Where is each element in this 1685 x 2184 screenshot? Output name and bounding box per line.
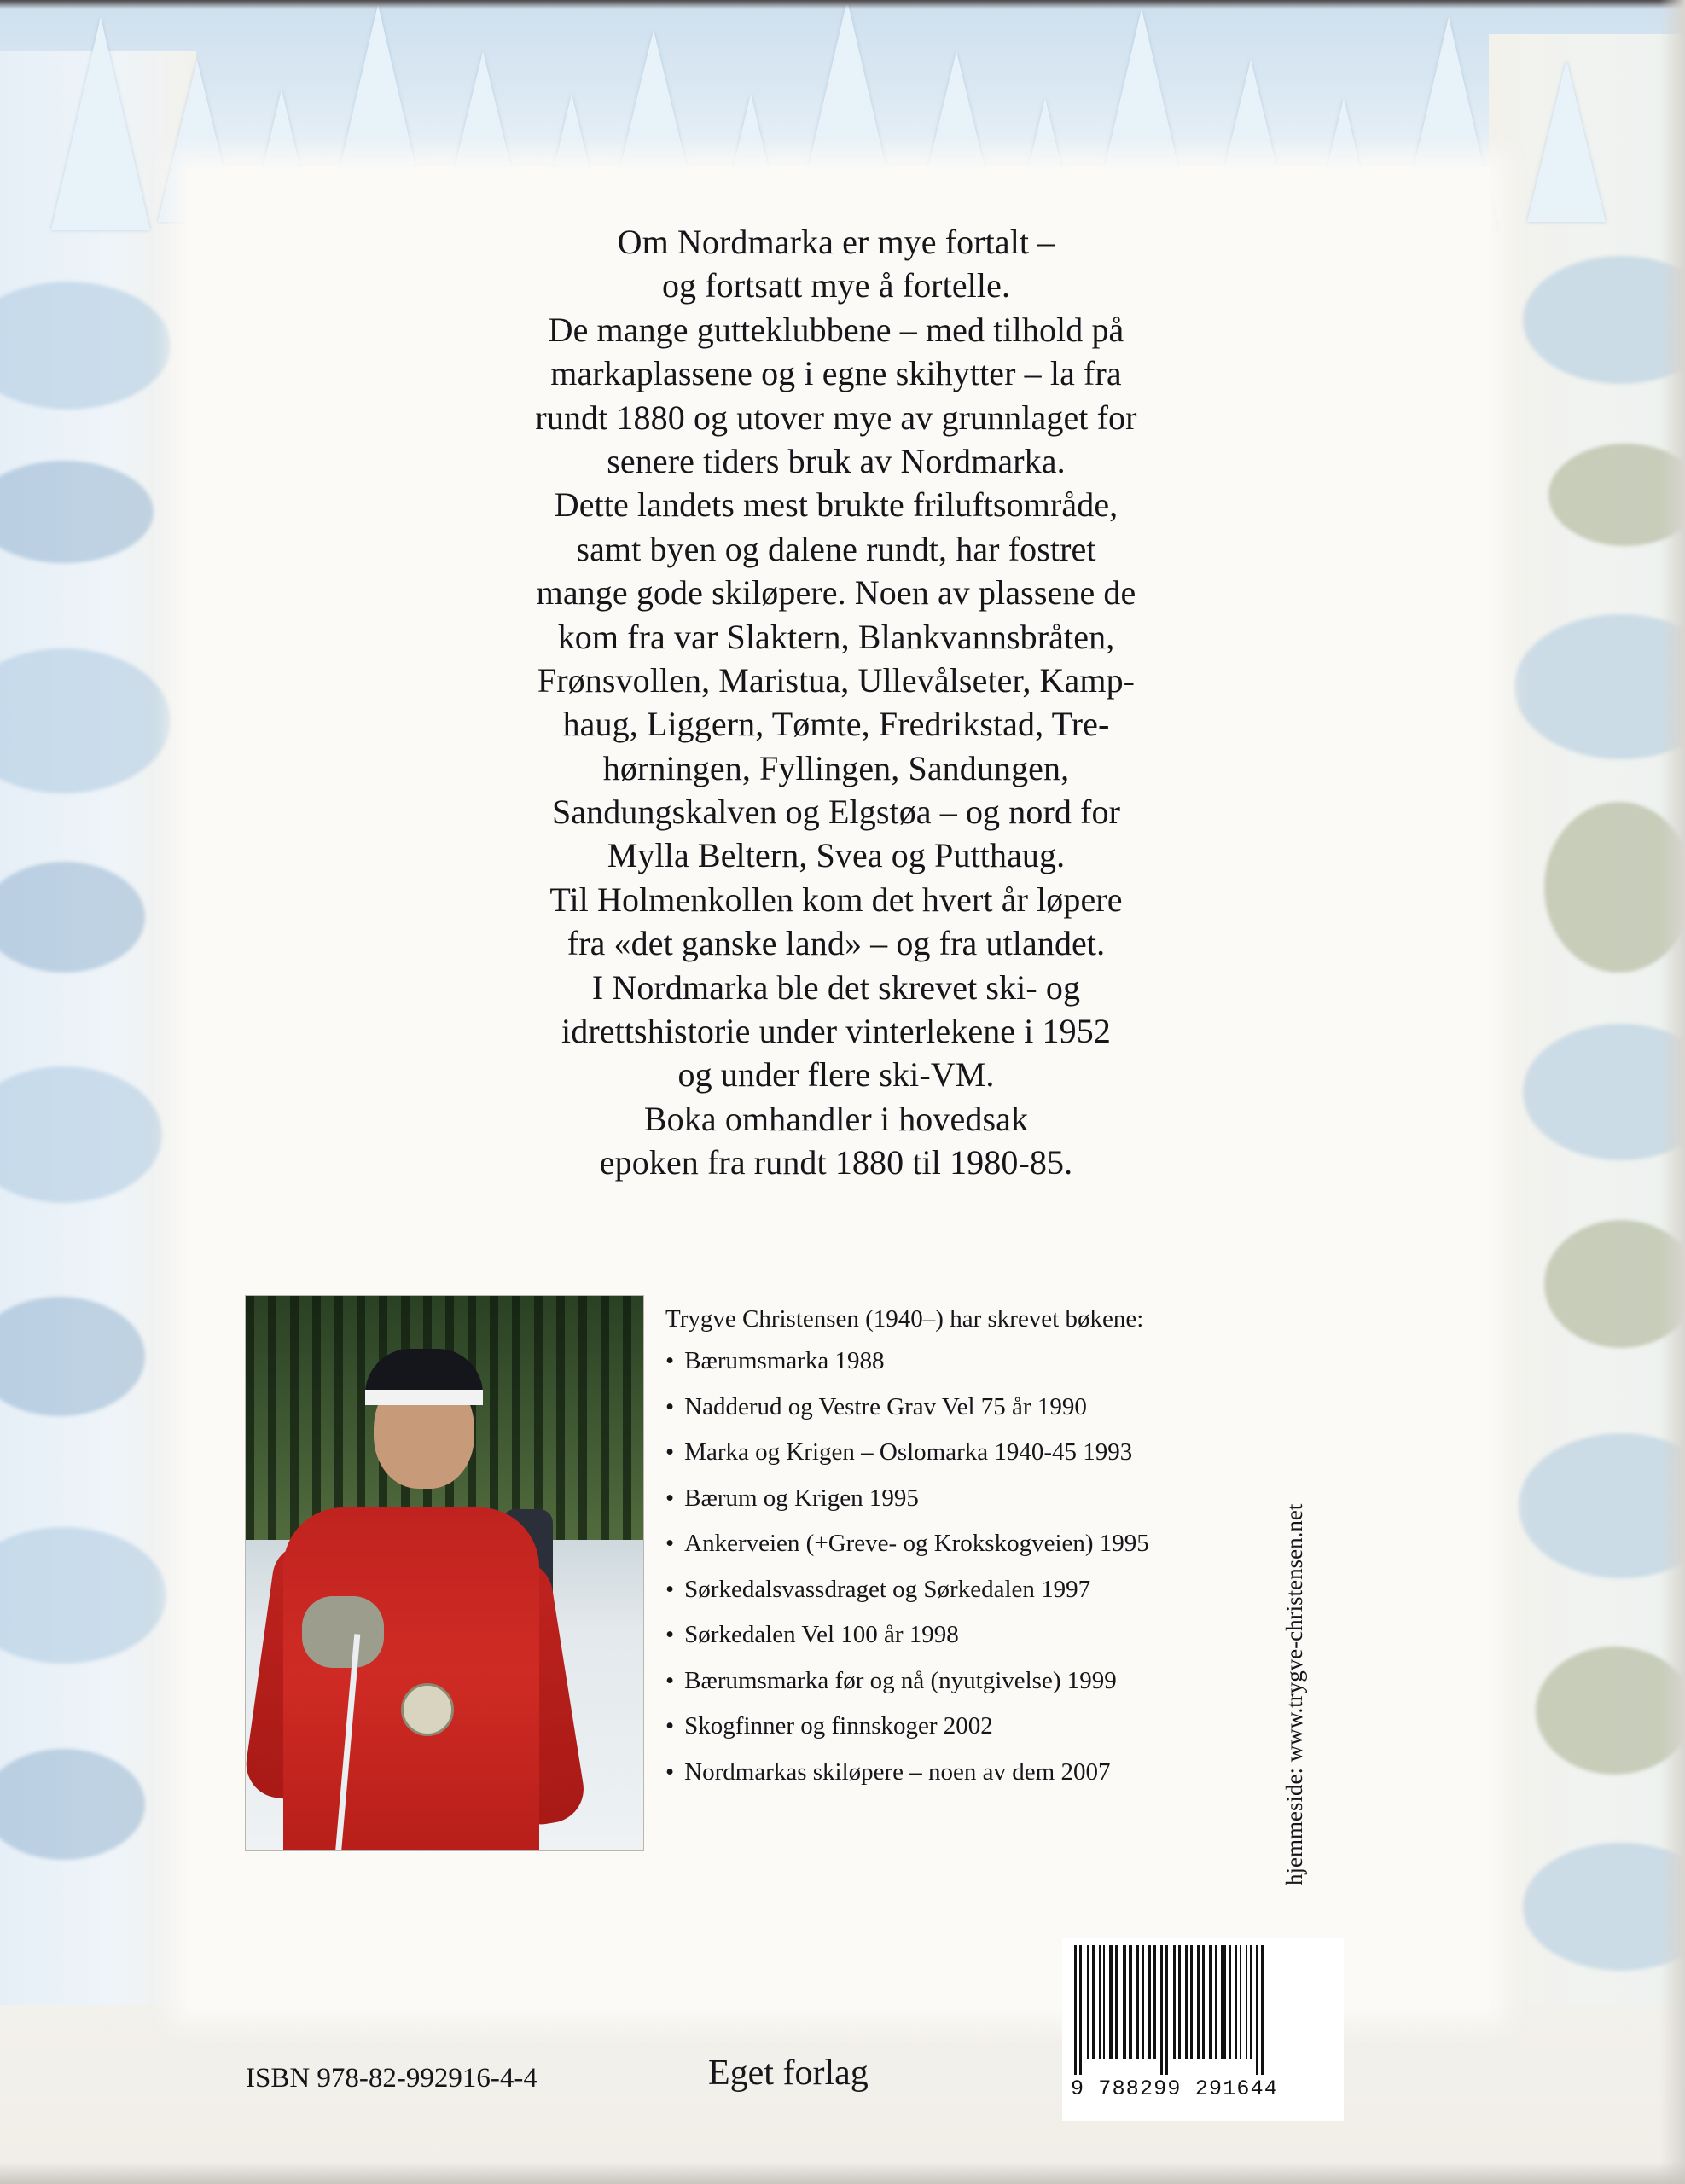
homepage-url: hjemmeside: www.trygve-christensen.net <box>1281 1503 1307 1885</box>
list-item <box>665 1666 1280 1694</box>
blurb-line: og under flere ski-VM. <box>677 1055 995 1095</box>
bibliography <box>665 1305 1280 1805</box>
publisher-name: Eget forlag <box>708 2053 869 2093</box>
list-item <box>665 1486 1280 1511</box>
cover-edge-bottom <box>0 2162 1685 2184</box>
isbn-text: ISBN 978-82-992916-4-4 <box>246 2063 537 2094</box>
blurb-line: rundt 1880 og utover mye av grunnlaget for <box>535 398 1137 437</box>
list-item <box>665 1577 1280 1602</box>
bullet-icon: • <box>665 1347 675 1374</box>
list-item <box>665 1757 1280 1786</box>
bullet-icon: • <box>665 1438 675 1466</box>
blurb-line: De mange gutteklubbene – med tilhold på <box>548 310 1124 349</box>
list-item-label: Nordmarkas skiløpere – noen av dem 2007 <box>684 1757 1111 1786</box>
blurb-line: og fortsatt mye å fortelle. <box>661 266 1011 305</box>
bullet-icon: • <box>665 1392 675 1420</box>
bullet-icon: • <box>665 1621 675 1648</box>
blurb-line: Boka omhandler i hovedsak <box>643 1099 1029 1138</box>
blurb-line: senere tiders bruk av Nordmarka. <box>607 441 1066 480</box>
list-item-label: Bærumsmarka 1988 <box>684 1347 885 1374</box>
blurb-line: Frønsvollen, Maristua, Ullevålseter, Kamp- <box>537 660 1136 700</box>
photo-hat-band <box>365 1390 483 1405</box>
blurb-line: hørningen, Fyllingen, Sandungen, <box>602 748 1070 787</box>
list-item <box>665 1714 1280 1739</box>
blurb-line: idrettshistorie under vinterlekene i 1952 <box>561 1012 1111 1051</box>
list-item <box>665 1349 1280 1374</box>
list-item-label: Skogfinner og finnskoger 2002 <box>684 1712 993 1740</box>
photo-jacket <box>283 1507 539 1851</box>
blurb-line: fra «det ganske land» – og fra utlandet. <box>567 924 1106 963</box>
blurb-line: Mylla Beltern, Svea og Putthaug. <box>607 836 1066 875</box>
barcode-bars <box>1071 1945 1335 2075</box>
blurb-line: haug, Liggern, Tømte, Fredrikstad, Tre- <box>562 705 1110 744</box>
blurb-line: markaplassene og i egne skihytter – la fra <box>550 354 1122 393</box>
bullet-icon: • <box>665 1757 675 1786</box>
blurb-line: Dette landets mest brukte friluftsområde, <box>554 485 1118 525</box>
barcode-digits: 9 788299 291644 <box>1071 2077 1279 2101</box>
blurb-line: mange gode skiløpere. Noen av plassene de <box>536 573 1136 613</box>
blurb-line: Til Holmenkollen kom det hvert år løpere <box>549 880 1123 919</box>
spruce-icon <box>1527 60 1606 222</box>
bibliography-list <box>665 1349 1280 1785</box>
blurb-line: epoken fra rundt 1880 til 1980-85. <box>599 1143 1073 1182</box>
list-item-label: Nadderud og Vestre Grav Vel 75 år 1990 <box>684 1392 1087 1420</box>
list-item <box>665 1531 1280 1556</box>
blurb-text <box>367 220 1305 1185</box>
artwork-snow-bottom <box>0 2005 1685 2184</box>
spruce-icon <box>51 17 150 230</box>
list-item <box>665 1440 1280 1465</box>
barcode <box>1062 1938 1344 2121</box>
list-item-label: Sørkedalen Vel 100 år 1998 <box>684 1621 959 1648</box>
blurb-line: Sandungskalven og Elgstøa – og nord for <box>551 793 1121 832</box>
bullet-icon: • <box>665 1666 675 1694</box>
blurb-line: kom fra var Slaktern, Blankvannsbråten, <box>557 617 1115 656</box>
cover-edge-right <box>1659 0 1685 2184</box>
bullet-icon: • <box>665 1530 675 1557</box>
list-item <box>665 1392 1280 1420</box>
photo-glove <box>302 1596 384 1668</box>
list-item <box>665 1623 1280 1647</box>
list-item-label: Bærumsmarka før og nå (nyutgivelse) 1999 <box>684 1666 1117 1694</box>
list-item-label: Bærum og Krigen 1995 <box>684 1484 919 1512</box>
author-photo <box>245 1295 644 1851</box>
bullet-icon: • <box>665 1484 675 1512</box>
list-item-label: Ankerveien (+Greve- og Krokskogveien) 1995 <box>684 1530 1149 1557</box>
list-item-label: Marka og Krigen – Oslomarka 1940-45 1993 <box>684 1438 1133 1466</box>
bullet-icon: • <box>665 1575 675 1603</box>
blurb-line: samt byen og dalene rundt, har fostret <box>576 529 1096 568</box>
photo-medal <box>401 1683 454 1736</box>
cover-edge-top <box>0 0 1685 9</box>
list-item-label: Sørkedalsvassdraget og Sørkedalen 1997 <box>684 1575 1091 1603</box>
blurb-line: Om Nordmarka er mye fortalt – <box>617 223 1055 261</box>
bibliography-intro: Trygve Christensen (1940–) har skrevet bøkene: <box>665 1305 1144 1333</box>
bullet-icon: • <box>665 1712 675 1740</box>
blurb-line: I Nordmarka ble det skrevet ski- og <box>591 967 1081 1007</box>
